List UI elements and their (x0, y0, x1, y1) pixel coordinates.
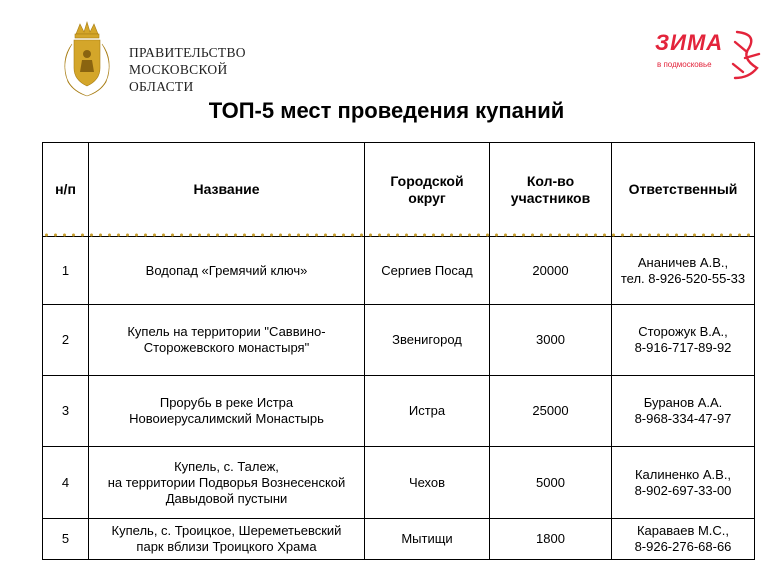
table-header-row (43, 143, 755, 237)
cell-district: Чехов (365, 447, 490, 519)
cell-resp-line: Караваев М.С., (636, 523, 730, 538)
cell-num: 3 (43, 376, 89, 447)
cell-name-line: Водопад «Гремячий ключ» (145, 262, 308, 278)
header-district-line: Городской (390, 172, 464, 189)
cell-name-line: Купель, с. Талеж, (174, 458, 279, 474)
table-row (43, 519, 755, 560)
header-count (490, 143, 612, 237)
header-district (365, 143, 490, 237)
cell-responsible (612, 519, 755, 560)
snowflake-icon (727, 28, 765, 82)
cell-resp-line: тел. 8-926-520-55-33 (620, 270, 746, 286)
cell-resp-line: 8-916-717-89-92 (634, 340, 732, 355)
header-num: н/п (43, 143, 89, 237)
page-title: ТОП-5 мест проведения купаний (208, 98, 565, 123)
cell-district: Мытищи (365, 519, 490, 560)
cell-count: 1800 (490, 519, 612, 560)
cell-name-line: Давыдовой пустыни (165, 490, 288, 506)
cell-district: Сергиев Посад (365, 237, 490, 305)
cell-num: 2 (43, 305, 89, 376)
table-row (43, 376, 755, 447)
org-line: ОБЛАСТИ (129, 79, 194, 94)
cell-responsible (612, 376, 755, 447)
cell-resp-line: Сторожук В.А., (638, 324, 728, 339)
cell-resp-line: Буранов А.А. (643, 395, 723, 410)
cell-responsible (612, 447, 755, 519)
cell-count: 3000 (490, 305, 612, 376)
locations-table (42, 142, 755, 560)
zima-logo-subtitle: в подмосковье (657, 60, 712, 69)
header-count-line: участников (510, 189, 591, 206)
cell-resp-line: Ананичев А.В., (637, 254, 729, 270)
cell-name-line: Сторожевского монастыря" (143, 340, 310, 355)
cell-name (89, 237, 365, 305)
org-line: МОСКОВСКОЙ (129, 62, 228, 77)
header-district-line: округ (408, 189, 446, 206)
cell-num: 1 (43, 237, 89, 305)
zima-logo-word: ЗИМА (655, 30, 724, 55)
cell-resp-line: 8-902-697-33-00 (634, 482, 732, 498)
cell-num: 5 (43, 519, 89, 560)
cell-name (89, 447, 365, 519)
organization-name (129, 44, 246, 95)
cell-resp-line: 8-968-334-47-97 (634, 411, 732, 426)
cell-name-line: Новоиерусалимский Монастырь (129, 411, 324, 426)
cell-district: Истра (365, 376, 490, 447)
header-count-line: Кол-во (526, 172, 575, 189)
cell-name (89, 376, 365, 447)
decorative-dotted-divider (42, 232, 754, 238)
coat-of-arms-logo (54, 20, 120, 100)
cell-name (89, 519, 365, 560)
org-line: ПРАВИТЕЛЬСТВО (129, 45, 246, 60)
cell-num: 4 (43, 447, 89, 519)
cell-district: Звенигород (365, 305, 490, 376)
cell-count: 20000 (490, 237, 612, 305)
header-name: Название (89, 143, 365, 237)
cell-responsible (612, 305, 755, 376)
cell-count: 5000 (490, 447, 612, 519)
cell-name-line: Купель, с. Троицкое, Шереметьевский (111, 523, 342, 538)
cell-resp-line: 8-926-276-68-66 (634, 539, 732, 554)
header-responsible: Ответственный (612, 143, 755, 237)
cell-name-line: Прорубь в реке Истра (159, 395, 294, 410)
cell-name-line: Купель на территории "Саввино- (127, 324, 326, 339)
cell-name (89, 305, 365, 376)
zima-campaign-logo (655, 28, 767, 82)
cell-resp-line: Калиненко А.В., (634, 466, 732, 482)
table-row (43, 447, 755, 519)
table-row (43, 237, 755, 305)
table-row (43, 305, 755, 376)
cell-responsible (612, 237, 755, 305)
cell-count: 25000 (490, 376, 612, 447)
cell-name-line: парк вблизи Троицкого Храма (136, 539, 317, 554)
cell-name-line: на территории Подворья Вознесенской (107, 474, 346, 490)
